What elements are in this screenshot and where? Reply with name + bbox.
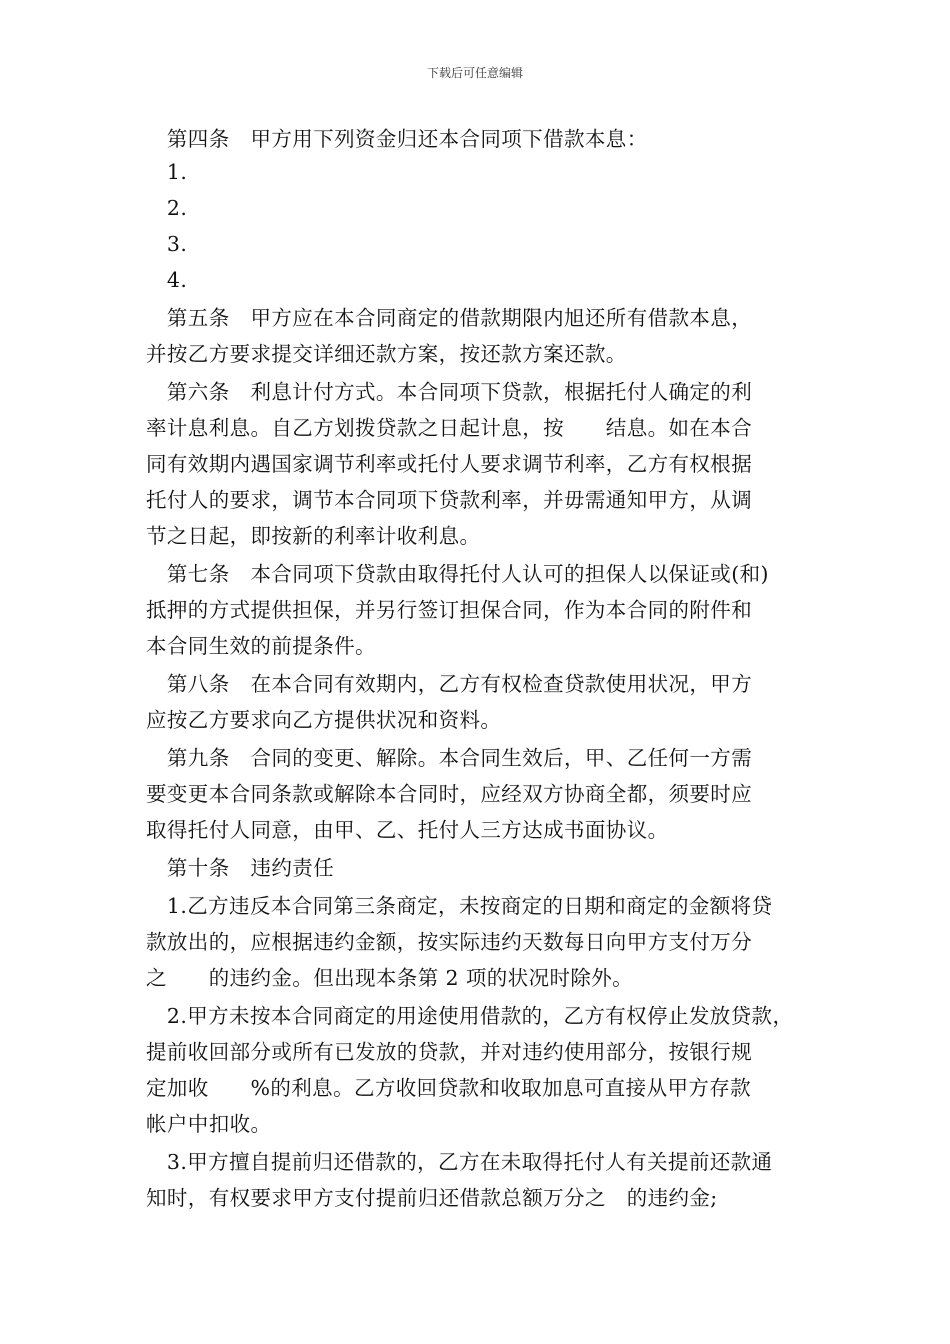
clause-2-line-3: 定加收 %的利息。乙方收回贷款和收取加息可直接从甲方存款 [146,1076,752,1100]
article-9-line-2: 要变更本合同条款或解除本合同时，应经双方协商全都，须要时应 [146,782,753,806]
list-item-2: 2. [146,196,188,220]
article-4-heading: 第四条 甲方用下列资金归还本合同项下借款本息： [146,127,648,151]
article-8-line-1: 第八条 在本合同有效期内，乙方有权检查贷款使用状况，甲方 [146,672,753,696]
article-5-line-2: 并按乙方要求提交详细还款方案，按还款方案还款。 [146,342,627,366]
article-9-line-3: 取得托付人同意，由甲、乙、托付人三方达成书面协议。 [146,818,669,842]
article-6-line-1: 第六条 利息计付方式。本合同项下贷款，根据托付人确定的利 [146,380,753,404]
list-item-4: 4. [146,268,188,292]
article-10-heading: 第十条 违约责任 [146,856,335,880]
clause-2-line-4: 帐户中扣收。 [146,1112,272,1136]
clause-2-line-1: 2.甲方未按本合同商定的用途使用借款的，乙方有权停止发放贷款， [146,1004,794,1028]
article-6-line-3: 同有效期内遇国家调节利率或托付人要求调节利率，乙方有权根据 [146,452,753,476]
clause-2-line-2: 提前收回部分或所有已发放的贷款，并对违约使用部分，按银行规 [146,1040,753,1064]
clause-1-line-3: 之 的违约金。但出现本条第 2 项的状况时除外。 [146,966,634,990]
article-7-line-2: 抵押的方式提供担保，并另行签订担保合同，作为本合同的附件和 [146,598,753,622]
clause-1-line-2: 款放出的，应根据违约金额，按实际违约天数每日向甲方支付万分 [146,930,753,954]
page-header-note: 下载后可任意编辑 [426,66,523,80]
list-item-3: 3. [146,232,188,256]
article-8-line-2: 应按乙方要求向乙方提供状况和资料。 [146,708,502,732]
clause-3-line-1: 3.甲方擅自提前归还借款的，乙方在未取得托付人有关提前还款通 [146,1150,773,1174]
article-7-line-1: 第七条 本合同项下贷款由取得托付人认可的担保人以保证或(和) [146,562,769,586]
article-5-line-1: 第五条 甲方应在本合同商定的借款期限内旭还所有借款本息， [146,306,753,330]
clause-3-line-2: 知时，有权要求甲方支付提前归还借款总额万分之 的违约金; [146,1186,718,1210]
clause-1-line-1: 1.乙方违反本合同第三条商定，未按商定的日期和商定的金额将贷 [146,894,773,918]
article-6-line-5: 节之日起，即按新的利率计收利息。 [146,524,481,548]
list-item-1: 1. [146,160,188,184]
article-6-line-4: 托付人的要求，调节本合同项下贷款利率，并毋需通知甲方，从调 [146,488,753,512]
article-6-line-2: 率计息利息。自乙方划拨贷款之日起计息，按 结息。如在本合 [146,416,753,440]
article-7-line-3: 本合同生效的前提条件。 [146,634,376,658]
article-9-line-1: 第九条 合同的变更、解除。本合同生效后，甲、乙任何一方需 [146,746,753,770]
